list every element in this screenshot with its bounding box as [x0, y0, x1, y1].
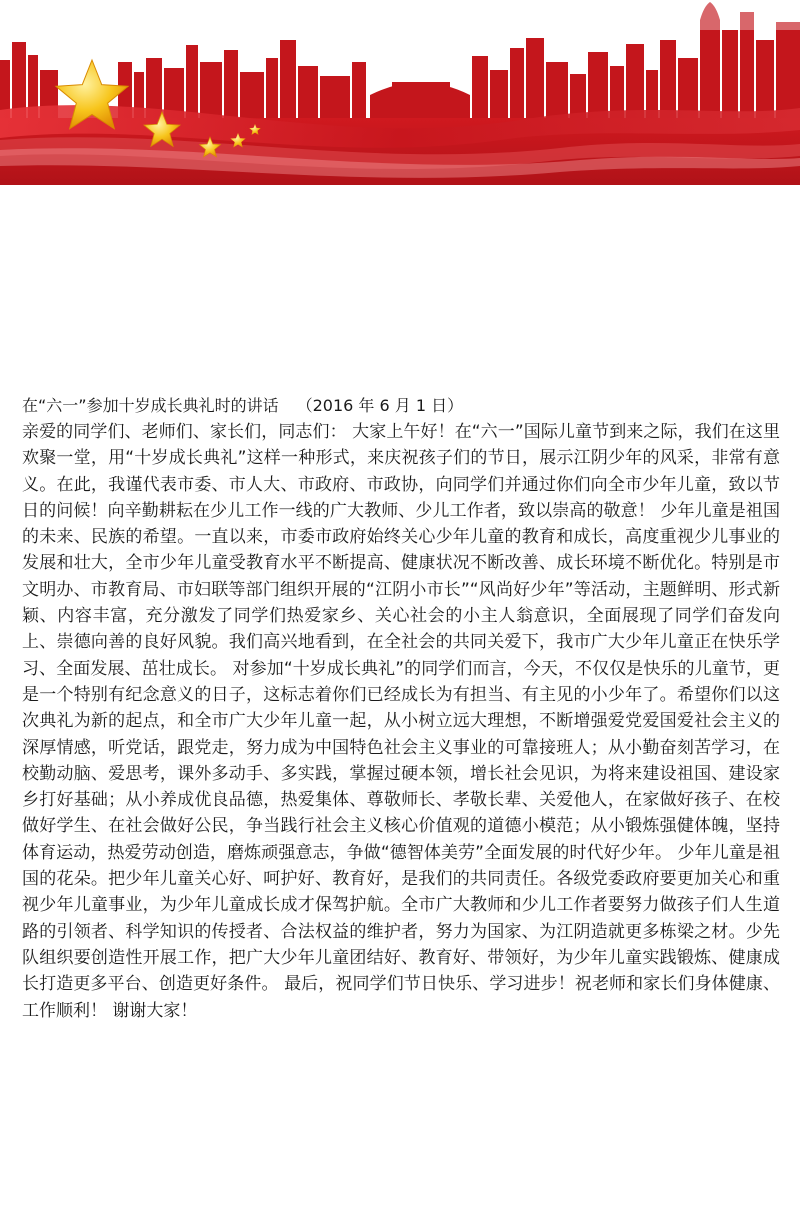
document-title: 在“六一”参加十岁成长典礼时的讲话 — [22, 396, 279, 415]
document-date: （2016 年 6 月 1 日） — [296, 396, 464, 415]
header-banner — [0, 0, 800, 185]
document-title-line — [22, 393, 780, 419]
document-body: 亲爱的同学们、老师们、家长们，同志们： 大家上午好！在“六一”国际儿童节到来之际，我们在这里欢聚一堂，用“十岁成长典礼”这样一种形式，来庆祝孩子们的节日，展示江阴少年的风采，非常有意义。在此，我谨代表市委、市人大、市政府、市政协，向同学们并通过你们向全市少年儿童，致以节日的问候！向辛勤耕耘在少儿工作一线的广大教师、少儿工作者，致以崇高的敬意！ 少年儿童是祖国的未来、民族的希望。一直以来，市委市政府始终关心少年儿童的教育和成长，高度重视少儿事业的发展和壮大，全市少年儿童受教育水平不断提高、健康状况不断改善、成长环境不断优化。特别是市文明办、市教育局、市妇联等部门组织开展的“江阴小市长”“风尚好少年”等活动，主题鲜明、形式新颖、内容丰富，充分激发了同学们热爱家乡、关心社会的小主人翁意识，全面展现了同学们奋发向上、崇德向善的良好风貌。我们高兴地看到，在全社会的共同关爱下，我市广大少年儿童正在快乐学习、全面发展、茁壮成长。 对参加“十岁成长典礼”的同学们而言，今天，不仅仅是快乐的儿童节，更是一个特别有纪念意义的日子，这标志着你们已经成长为有担当、有主见的小少年了。希望你们以这次典礼为新的起点，和全市广大少年儿童一起，从小树立远大理想，不断增强爱党爱国爱社会主义的深厚情感，听党话，跟党走，努力成为中国特色社会主义事业的可靠接班人；从小勤奋刻苦学习，在校勤动脑、爱思考，课外多动手、多实践，掌握过硬本领，增长社会见识，为将来建设祖国、建设家乡打好基础；从小养成优良品德，热爱集体、尊敬师长、孝敬长辈、关爱他人，在家做好孩子、在校做好学生、在社会做好公民，争当践行社会主义核心价值观的道德小模范；从小锻炼强健体魄，坚持体育运动，热爱劳动创造，磨炼顽强意志，争做“德智体美劳”全面发展的时代好少年。 少年儿童是祖国的花朵。把少年儿童关心好、呵护好、教育好，是我们的共同责任。各级党委政府要更加关心和重视少年儿童事业，为少年儿童成长成才保驾护航。全市广大教师和少儿工作者要努力做孩子们人生道路的引领者、科学知识的传授者、合法权益的维护者，努力为国家、为江阴造就更多栋梁之材。少先队组织要创造性开展工作，把广大少年儿童团结好、教育好、带领好，为少年儿童实践锻炼、健康成长打造更多平台、创造更好条件。 最后，祝同学们节日快乐、学习进步！祝老师和家长们身体健康、工作顺利！ 谢谢大家！ — [22, 422, 780, 1021]
city-skyline-banner — [0, 0, 800, 185]
speech-document — [22, 393, 780, 1024]
